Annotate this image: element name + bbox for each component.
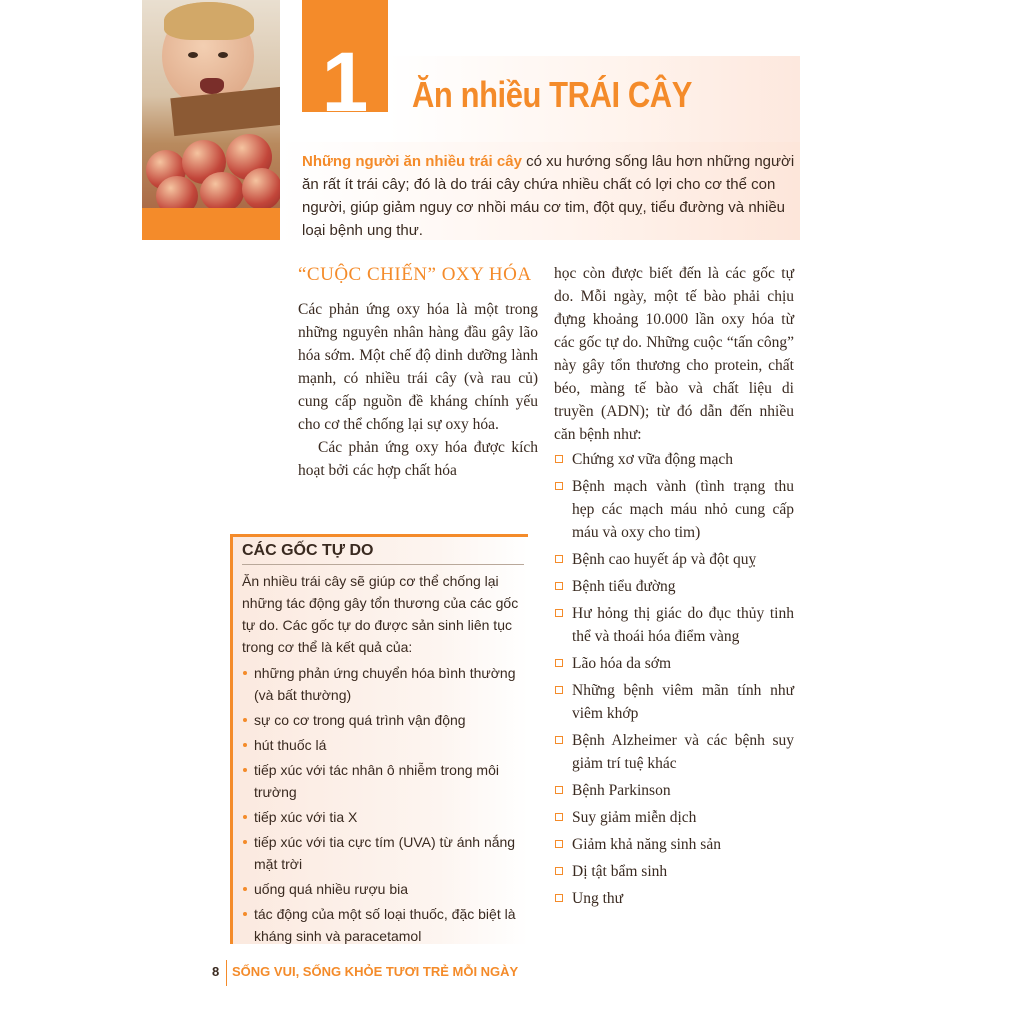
square-bullet-icon xyxy=(555,686,563,694)
dot-bullet-icon xyxy=(243,912,247,916)
right-column xyxy=(554,262,794,914)
child-with-apples-photo xyxy=(142,0,280,240)
intro-lead: Những người ăn nhiều trái cây xyxy=(302,153,522,170)
sidebar-paragraph: Ăn nhiều trái cây sẽ giúp cơ thể chống lại những tác động gây tổn thương của các gốc tự do. Các gốc tự do được sản sinh liên tục trong cơ thể là kết quả của: xyxy=(242,573,519,655)
list-item: sự co cơ trong quá trình vận động xyxy=(242,709,528,731)
sidebar-content xyxy=(242,570,528,950)
dot-bullet-icon xyxy=(243,840,247,844)
left-column xyxy=(298,298,538,482)
paragraph-continued: học còn được biết đến là các gốc tự do. Mỗi ngày, một tế bào phải chịu đựng khoảng 10.000 lần oxy hóa từ các gốc tự do. Những cuộc “tấn công” này gây tổn thương cho protein, chất béo, màng tế bào và chất liệu di truyền (ADN); từ đó dẫn đến nhiều căn bệnh như: xyxy=(554,265,794,443)
square-bullet-icon xyxy=(555,867,563,875)
divider xyxy=(242,564,524,565)
square-bullet-icon xyxy=(555,786,563,794)
list-item: uống quá nhiều rượu bia xyxy=(242,878,528,900)
running-footer-title: SỐNG VUI, SỐNG KHỎE TƯƠI TRẺ MỖI NGÀY xyxy=(232,964,519,979)
page-number: 8 xyxy=(212,964,220,979)
square-bullet-icon xyxy=(555,813,563,821)
list-item: Bệnh Parkinson xyxy=(554,779,794,802)
list-item: Suy giảm miễn dịch xyxy=(554,806,794,829)
list-item: Bệnh Alzheimer và các bệnh suy giảm trí tuệ khác xyxy=(554,729,794,775)
list-item: hút thuốc lá xyxy=(242,734,528,756)
square-bullet-icon xyxy=(555,555,563,563)
list-item: Ung thư xyxy=(554,887,794,910)
list-item: Dị tật bẩm sinh xyxy=(554,860,794,883)
list-item: Những bệnh viêm mãn tính như viêm khớp xyxy=(554,679,794,725)
list-item: Bệnh tiểu đường xyxy=(554,575,794,598)
dot-bullet-icon xyxy=(243,815,247,819)
list-item: Giảm khả năng sinh sản xyxy=(554,833,794,856)
square-bullet-icon xyxy=(555,894,563,902)
list-item: tiếp xúc với tác nhân ô nhiễm trong môi trường xyxy=(242,759,528,803)
square-bullet-icon xyxy=(555,736,563,744)
square-bullet-icon xyxy=(555,582,563,590)
paragraph: Các phản ứng oxy hóa được kích hoạt bởi các hợp chất hóa xyxy=(298,439,538,479)
dot-bullet-icon xyxy=(243,671,247,675)
dot-bullet-icon xyxy=(243,743,247,747)
list-item: tiếp xúc với tia cực tím (UVA) từ ánh nắng mặt trời xyxy=(242,831,528,875)
chapter-number: 1 xyxy=(321,35,369,129)
sidebar-list xyxy=(242,662,528,947)
square-bullet-icon xyxy=(555,455,563,463)
dot-bullet-icon xyxy=(243,768,247,772)
paragraph: Các phản ứng oxy hóa là một trong những nguyên nhân hàng đầu gây lão hóa sớm. Một chế độ dinh dưỡng lành mạnh, có nhiều trái cây (và rau củ) cung cấp nguồn đề kháng chính yếu cho cơ thể chống lại sự oxy hóa. xyxy=(298,301,538,433)
footer-divider xyxy=(226,960,227,986)
chapter-title: Ăn nhiều TRÁI CÂY xyxy=(412,74,692,115)
list-item: Bệnh cao huyết áp và đột quỵ xyxy=(554,548,794,571)
sidebar-title: CÁC GỐC TỰ DO xyxy=(242,542,374,559)
list-item: tiếp xúc với tia X xyxy=(242,806,528,828)
section-heading: “CUỘC CHIẾN” OXY HÓA xyxy=(298,264,532,285)
dot-bullet-icon xyxy=(243,887,247,891)
list-item: tác động của một số loại thuốc, đặc biệt là kháng sinh và paracetamol xyxy=(242,903,528,947)
square-bullet-icon xyxy=(555,659,563,667)
list-item: Hư hỏng thị giác do đục thủy tinh thể và thoái hóa điểm vàng xyxy=(554,602,794,648)
square-bullet-icon xyxy=(555,840,563,848)
square-bullet-icon xyxy=(555,609,563,617)
list-item: những phản ứng chuyển hóa bình thường (và bất thường) xyxy=(242,662,528,706)
list-item: Lão hóa da sớm xyxy=(554,652,794,675)
list-item: Bệnh mạch vành (tình trạng thu hẹp các mạch máu nhỏ cung cấp máu và oxy cho tim) xyxy=(554,475,794,544)
list-item: Chứng xơ vữa động mạch xyxy=(554,448,794,471)
square-bullet-icon xyxy=(555,482,563,490)
disease-list xyxy=(554,448,794,910)
dot-bullet-icon xyxy=(243,718,247,722)
intro-paragraph xyxy=(302,150,798,242)
intro-text: có xu hướng sống lâu hơn những người ăn rất ít trái cây; đó là do trái cây chứa nhiều chất có lợi cho cơ thể con người, giúp giảm nguy cơ nhồi máu cơ tim, đột quỵ, tiểu đường và nhiều loại bệnh ung thư. xyxy=(302,153,795,239)
